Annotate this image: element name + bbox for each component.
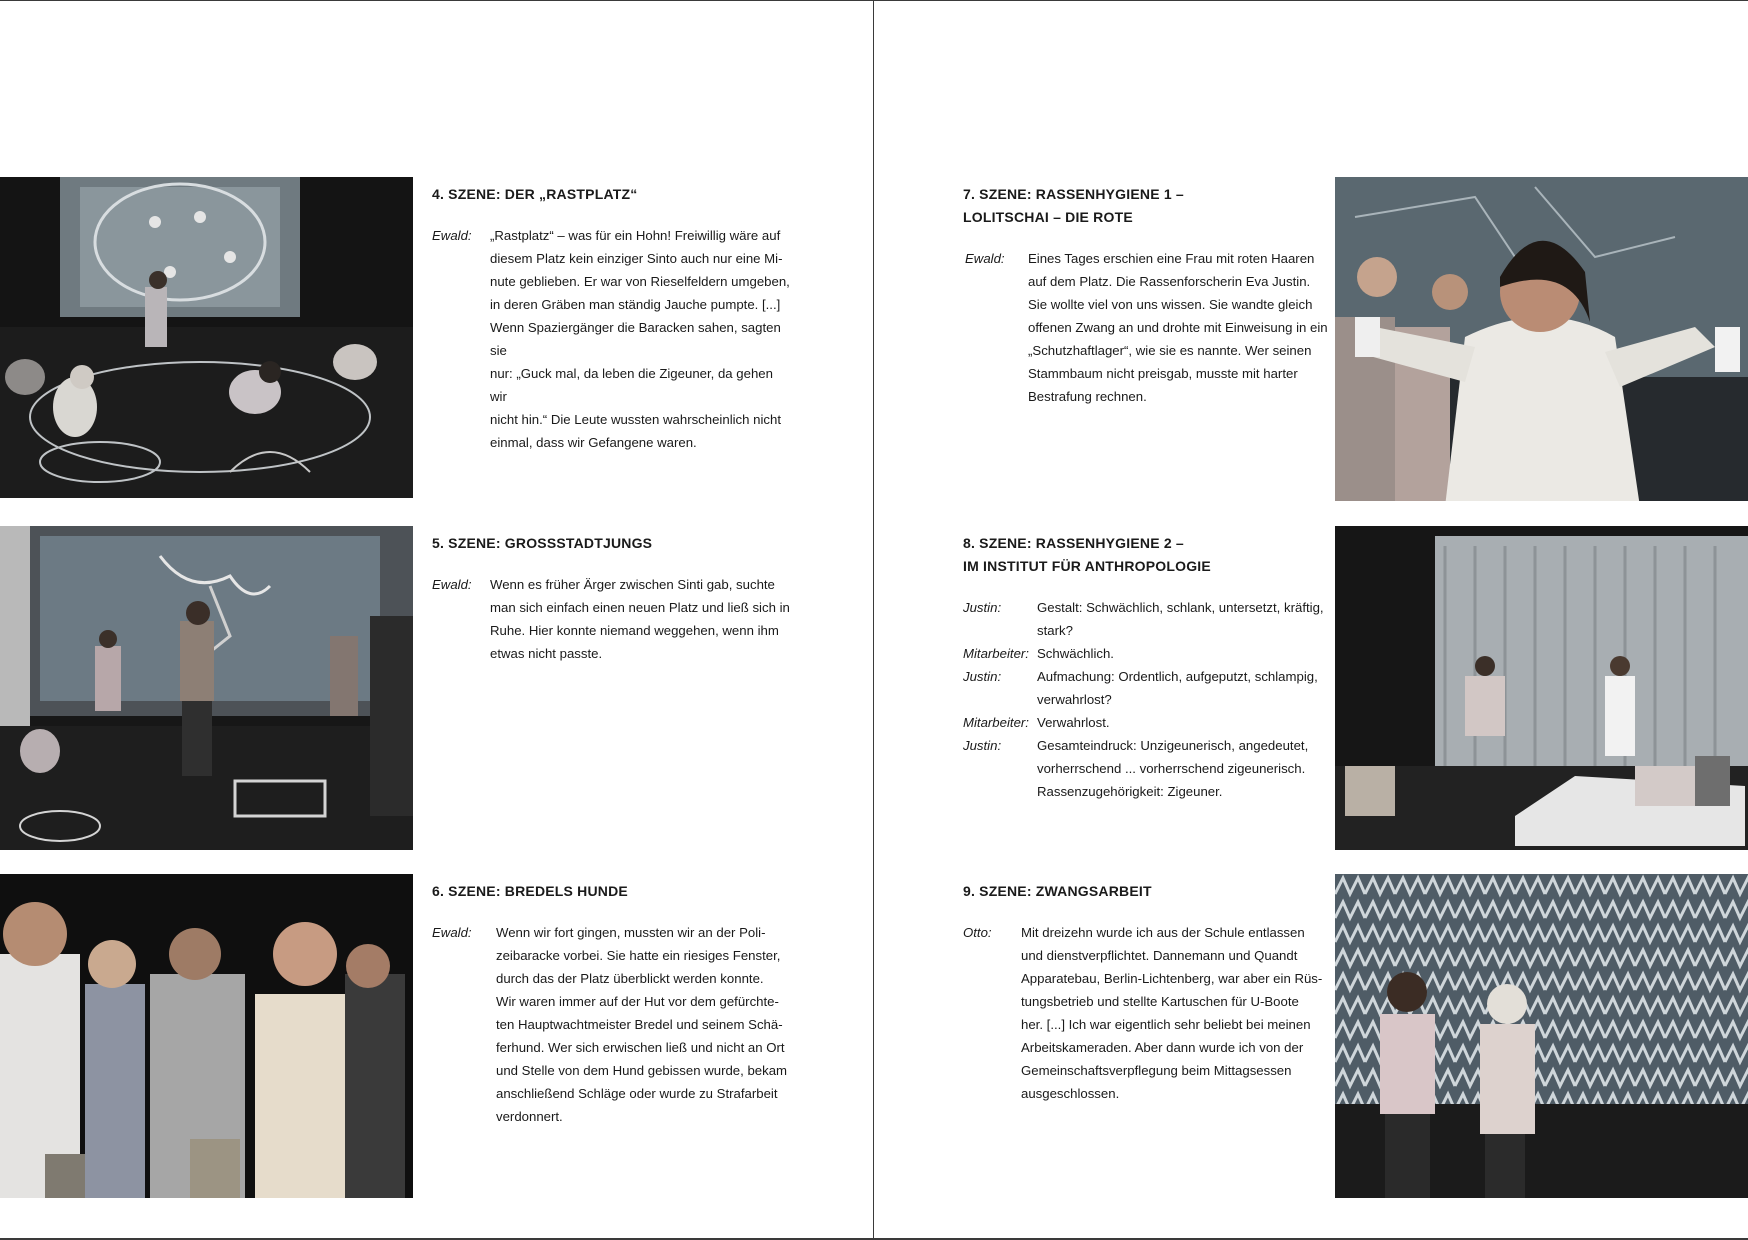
scene-4-text: „Rastplatz“ – was für ein Hohn! Freiwillig wäre auf diesem Platz kein einziger Sinto auch nur eine Mi- nute geblieben. Er war von Rieselfeldern umgeben, in deren Gräben man ständig Jauche pumpte. [...] Wenn Spaziergänger die Baracken sahen, sagten sie nur: „Guck mal, da leben die Zigeuner, da gehen wir nicht hin.“ Die Leute wussten wahrscheinlich nicht einmal, dass wir Gefangene waren. [490,228,790,450]
scene-5-text: Wenn es früher Ärger zwischen Sinti gab, suchte man sich einfach einen neuen Platz und ließ sich in Ruhe. Hier konnte niemand weggehen, wenn ihm etwas nicht passte. [490,577,790,661]
scene-7-title-line-2: LOLITSCHAI – DIE ROTE [963,209,1133,225]
scene-9-text: Mit dreizehn wurde ich aus der Schule entlassen und dienstverpflichtet. Dannemann und Quandt Apparatebau, Berlin-Lichtenberg, war aber ein Rüs- tungsbetrieb und stellte Kartuschen für U-Boote her. [...] Ich war eigentlich sehr beliebt bei meinen Arbeitskameraden. Aber dann wurde ich von der Gemeinschaftsverpflegung beim Mittagsessen ausgeschlossen. [1021,925,1323,1101]
scene-6-block [432,880,792,1128]
scene-4-speaker: Ewald: [432,228,472,243]
scene-8-dialogue-4 [963,711,1333,734]
scene-8-photo [1335,526,1748,850]
scene-4-title: 4. SZENE: DER „RASTPLATZ“ [432,186,638,202]
scene-8-text-2: Schwächlich. [1037,646,1114,661]
scene-7-title-line-1: 7. SZENE: RASSENHYGIENE 1 – [963,186,1184,202]
scene-8-text-3: Aufmachung: Ordentlich, aufgeputzt, schlampig, verwahrlost? [1037,669,1318,707]
scene-7-block [963,183,1333,408]
scene-8-block [963,532,1333,803]
scene-8-speaker-3: Justin: [963,669,1002,684]
scene-8-title-line-2: IM INSTITUT FÜR ANTHROPOLOGIE [963,558,1211,574]
scene-7-text: Eines Tages erschien eine Frau mit roten Haaren auf dem Platz. Die Rassenforscherin Eva Justin. Sie wollte viel von uns wissen. Sie wandte gleich offenen Zwang an und drohte mit Einweisung in ein „Schutzhaftlager“, wie sie es nannte. Wer seinen Stammbaum nicht preisgab, musste mit harter Bestrafung rechnen. [1028,251,1328,404]
scene-6-title: 6. SZENE: BREDELS HUNDE [432,883,628,899]
top-border [0,0,1748,1]
scene-4-photo [0,177,413,498]
scene-5-speaker: Ewald: [432,577,472,592]
scene-5-title: 5. SZENE: GROSSSTADTJUNGS [432,535,653,551]
scene-5-photo [0,526,413,850]
scene-7-title [963,183,1333,229]
scene-8-dialogue-5 [963,734,1333,803]
scene-5-block [432,532,792,665]
scene-9-speaker: Otto: [963,925,992,940]
scene-8-text-4: Verwahrlost. [1037,715,1110,730]
scene-7-speaker: Ewald: [965,251,1005,266]
scene-8-dialogue-3 [963,665,1333,711]
scene-6-text: Wenn wir fort gingen, mussten wir an der Poli- zeibaracke vorbei. Sie hatte ein riesiges Fenster, durch das der Platz überblickt werden konnte. Wir waren immer auf der Hut vor dem gefürchte- ten Hauptwachtmeister Bredel und seinem Schä- ferhund. Wer sich erwischen ließ und nicht an Ort und Stelle von dem Hund gebissen wurde, bekam anschließend Schläge oder wurde zu Strafarbeit verdonnert. [496,925,788,1124]
scene-7-photo [1335,177,1748,501]
scene-8-title [963,532,1333,578]
scene-8-dialogue-2 [963,642,1333,665]
scene-8-dialogue-1 [963,596,1333,642]
scene-4-block [432,183,792,454]
scene-8-text-5: Gesamteindruck: Unzigeunerisch, angedeutet, vorherrschend ... vorherrschend zigeunerisch. Rassenzugehörigkeit: Zigeuner. [1037,738,1309,799]
scene-9-title: 9. SZENE: ZWANGSARBEIT [963,883,1152,899]
page-fold-divider [873,0,874,1240]
scene-6-photo [0,874,413,1198]
scene-8-speaker-1: Justin: [963,600,1002,615]
scene-8-speaker-2: Mitarbeiter: [963,646,1029,661]
scene-8-speaker-5: Justin: [963,738,1002,753]
scene-9-block [963,880,1333,1105]
scene-9-photo [1335,874,1748,1198]
scene-8-title-line-1: 8. SZENE: RASSENHYGIENE 2 – [963,535,1184,551]
scene-8-speaker-4: Mitarbeiter: [963,715,1029,730]
scene-8-text-1: Gestalt: Schwächlich, schlank, untersetzt, kräftig, stark? [1037,600,1324,638]
scene-6-speaker: Ewald: [432,925,472,940]
